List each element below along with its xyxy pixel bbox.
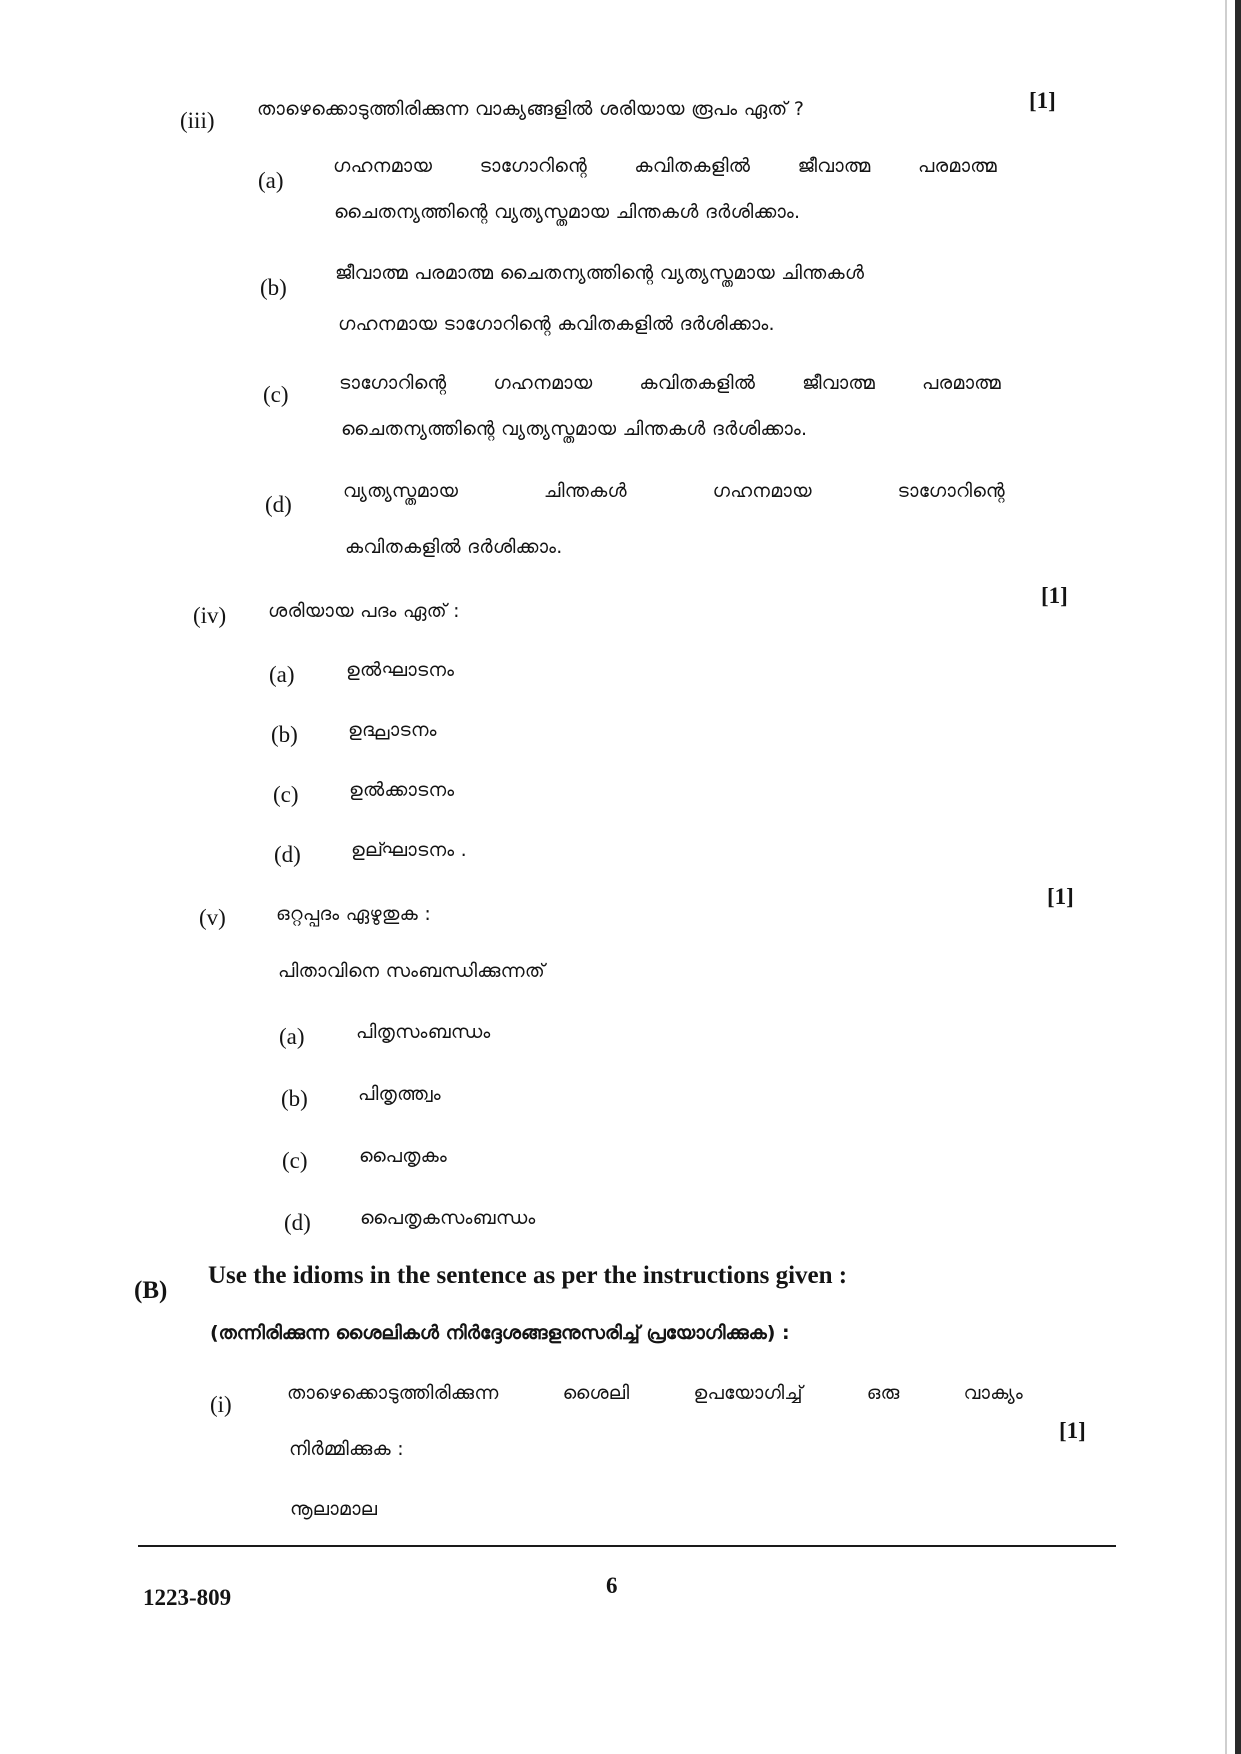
option-word: ടാഗോറിന്റെ — [897, 480, 1005, 502]
option-label: (a) — [258, 168, 284, 193]
option-a-line2: ചൈതന്യത്തിന്റെ വ്യത്യസ്തമായ ചിന്തകൾ ദർശിക്കാം. — [334, 201, 801, 223]
option-text: ഉല്ഘാടനം . — [351, 839, 468, 861]
question-number: (iv) — [193, 603, 227, 628]
option-label: (a) — [269, 662, 295, 687]
option-text: ഉൽഘാടനം — [346, 659, 455, 681]
question-i-line2: നിർമ്മിക്കുക : — [289, 1438, 404, 1460]
question-text: ഒറ്റപ്പദം ഏഴുതുക : — [276, 903, 432, 925]
option-text: ഉൽക്കാടനം — [349, 779, 455, 801]
question-i-line1 — [287, 1382, 1023, 1404]
option-word: പരമാത്മ — [917, 155, 997, 177]
question-word: ഒരു — [866, 1382, 900, 1404]
option-c-line1 — [339, 372, 1001, 394]
option-word: ഗഹനമായ — [493, 372, 593, 394]
section-heading: Use the idioms in the sentence as per the instructions given : — [208, 1262, 848, 1289]
scan-edge — [1235, 0, 1241, 1754]
option-label: (c) — [263, 382, 289, 407]
option-word: ടാഗോറിന്റെ — [339, 372, 447, 394]
option-word: ജീവാത്മ പരമാത്മ ചൈതന്യത്തിന്റെ വ്യത്യസ്തമായ ചിന്തകൾ — [335, 262, 865, 284]
question-mark: [1] — [1041, 583, 1068, 608]
question-number: (iii) — [180, 108, 215, 133]
question-mark: [1] — [1047, 884, 1074, 909]
option-text: പിതൃസംബന്ധം — [356, 1021, 491, 1043]
option-word: പരമാത്മ — [921, 372, 1001, 394]
option-word: ജീവാത്മ — [797, 155, 871, 177]
scan-edge-line — [1225, 0, 1227, 1754]
option-word: ഗഹനമായ — [333, 155, 433, 177]
question-mark: [1] — [1029, 88, 1056, 113]
option-word: വ്യത്യസ്തമായ — [343, 480, 459, 502]
paper-code: 1223-809 — [143, 1585, 232, 1610]
option-word: കവിതകളിൽ — [634, 155, 751, 177]
option-label: (d) — [284, 1210, 311, 1235]
option-label: (c) — [282, 1148, 308, 1173]
option-label: (d) — [265, 492, 292, 517]
option-c-line2: ചൈതന്യത്തിന്റെ വ്യത്യസ്തമായ ചിന്തകൾ ദർശിക്കാം. — [341, 418, 808, 440]
question-word: താഴെക്കൊടുത്തിരിക്കുന്ന — [287, 1382, 499, 1404]
option-word: ജീവാത്മ — [802, 372, 876, 394]
option-word: ടാഗോറിന്റെ — [479, 155, 588, 177]
section-heading-malayalam: (തന്നിരിക്കുന്ന ശൈലികൾ നിർദ്ദേശങ്ങളനുസരിച്ച് പ്രയോഗിക്കുക) : — [210, 1322, 790, 1344]
question-word: വാക്യം — [963, 1382, 1023, 1404]
option-word: ചിന്തകൾ — [543, 480, 627, 502]
option-label: (b) — [271, 722, 298, 747]
option-label: (d) — [274, 842, 301, 867]
question-mark: [1] — [1059, 1418, 1086, 1443]
option-word: ഗഹനമായ — [712, 480, 812, 502]
question-number: (v) — [199, 905, 226, 930]
question-text: ശരിയായ പദം ഏത് : — [268, 600, 460, 622]
option-label: (c) — [273, 782, 299, 807]
question-word: ഉപയോഗിച്ച് — [693, 1382, 803, 1404]
question-number: (i) — [210, 1392, 232, 1417]
question-text: താഴെക്കൊടുത്തിരിക്കുന്ന വാക്യങ്ങളിൽ ശരിയായ രൂപം ഏത് ? — [257, 98, 805, 120]
option-text: പൈതൃകസംബന്ധം — [360, 1207, 536, 1229]
option-label: (b) — [260, 275, 287, 300]
option-text: ഉദ്ഘാടനം — [348, 719, 437, 741]
option-label: (b) — [281, 1086, 308, 1111]
option-word: കവിതകളിൽ — [639, 372, 756, 394]
option-b-line1 — [335, 262, 997, 284]
option-label: (a) — [279, 1024, 305, 1049]
option-d-line1 — [343, 480, 1005, 502]
idiom-text: നൂലാമാല — [290, 1498, 378, 1520]
section-label: (B) — [134, 1277, 168, 1304]
question-word: ശൈലി — [562, 1382, 630, 1404]
option-text: പിതൃത്ത്വം — [358, 1083, 441, 1105]
footer-rule — [138, 1545, 1116, 1547]
option-b-line2: ഗഹനമായ ടാഗോറിന്റെ കവിതകളിൽ ദർശിക്കാം. — [338, 313, 775, 335]
option-d-line2: കവിതകളിൽ ദർശിക്കാം. — [345, 536, 563, 558]
question-prompt: പിതാവിനെ സംബന്ധിക്കുന്നത് — [278, 960, 546, 982]
page-number: 6 — [606, 1573, 618, 1598]
option-a-line1 — [333, 155, 997, 177]
option-text: പൈതൃകം — [359, 1145, 448, 1167]
